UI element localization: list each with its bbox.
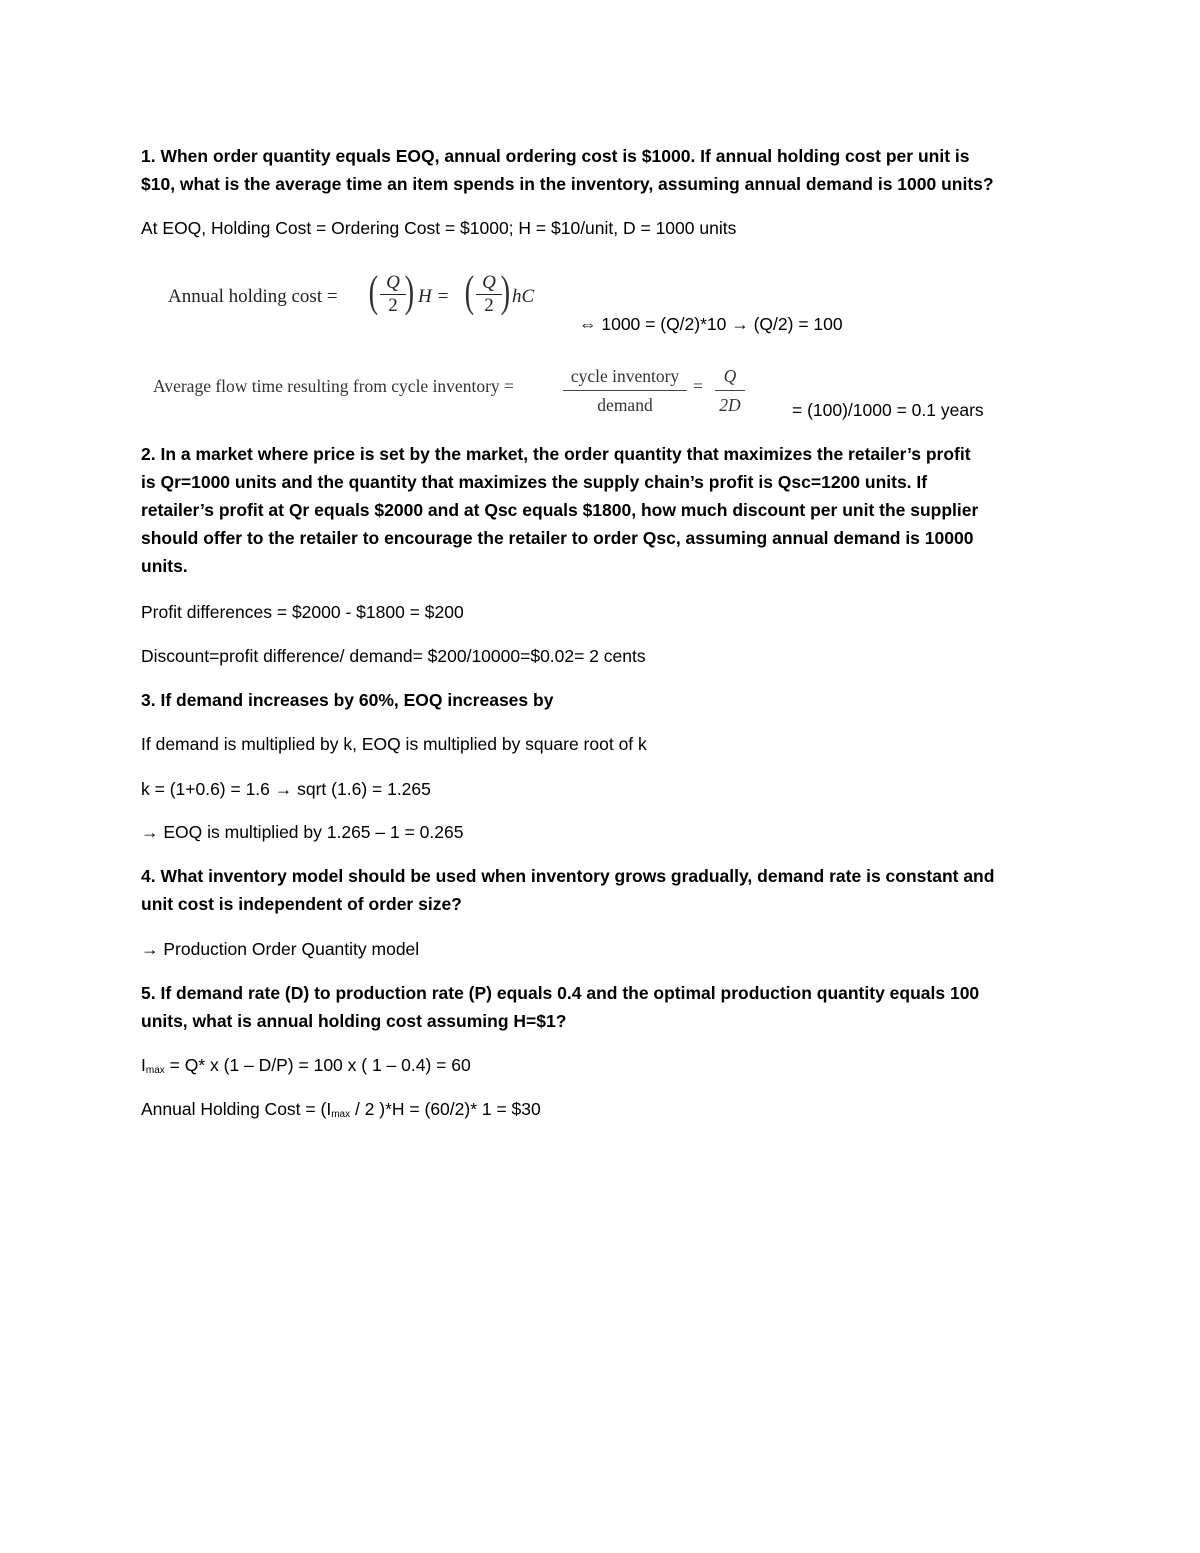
q5-line2: units, what is annual holding cost assuming H=$1? <box>141 1011 567 1031</box>
right-paren: ) <box>404 267 415 316</box>
q3-answer2: k = (1+0.6) = 1.6 → sqrt (1.6) = 1.265 <box>141 779 431 799</box>
q5-imax-equation: $I_{max} = Q*$ x (1 – D/P) = 100 x ( 1 – 0.4) = 60 <box>141 1055 471 1076</box>
q1-line2: $10, what is the average time an item spends in the inventory, assuming annual demand is 1000 units? <box>141 174 994 194</box>
q1-step1: ⇔ 1000 = (Q/2)*10 → (Q/2) = 100 <box>579 314 843 334</box>
q1-answer: At EOQ, Holding Cost = Ordering Cost = $1000; H = $10/unit, D = 1000 units <box>141 218 737 238</box>
fraction: cycle inventory demand <box>563 362 687 419</box>
formula-var-h: H = <box>418 286 450 307</box>
left-paren: ( <box>368 267 379 316</box>
formula-var-hc: hC <box>512 286 535 307</box>
q2-line3: retailer’s profit at Qr equals $2000 and at Qsc equals $1800, how much discount per unit the supplier <box>141 500 979 520</box>
formula-label: Average flow time resulting from cycle inventory = <box>153 376 514 396</box>
q1-line1: 1. When order quantity equals EOQ, annual ordering cost is $1000. If annual holding cost per unit is <box>141 146 970 166</box>
q5-holding-cost-equation: Annual Holding Cost = ($I_{max} / 2$ )*H = (60/2)* 1 = $30 <box>141 1099 541 1120</box>
q3-answer3: → EOQ is multiplied by 1.265 – 1 = 0.265 <box>141 822 464 842</box>
q4-line2: unit cost is independent of order size? <box>141 894 462 914</box>
q4-answer1: → Production Order Quantity model <box>141 939 420 959</box>
equals-sign: = <box>693 376 703 396</box>
q2-line5: units. <box>141 556 188 576</box>
q3-answer1: If demand is multiplied by k, EOQ is multiplied by square root of k <box>141 734 647 754</box>
q2-line1: 2. In a market where price is set by the market, the order quantity that maximizes the retailer’s profit <box>141 444 971 464</box>
fraction: $\frac{Q}{2}$ <box>476 272 502 317</box>
right-paren: ) <box>500 267 511 316</box>
q2-answer2: Discount=profit difference/ demand= $200/10000=$0.02= 2 cents <box>141 646 646 666</box>
fraction: $\frac{Q}{2D}$ <box>715 362 745 419</box>
q1-step2: = (100)/1000 = 0.1 years <box>792 400 984 420</box>
q2-line4: should offer to the retailer to encourage the retailer to order Qsc, assuming annual demand is 10000 <box>141 528 974 548</box>
q3-line1: 3. If demand increases by 60%, EOQ increases by <box>141 690 554 710</box>
formula-label: Annual holding cost = <box>168 286 338 307</box>
q5-line1: 5. If demand rate (D) to production rate (P) equals 0.4 and the optimal production quantity equals 100 <box>141 983 980 1003</box>
q2-line2: is Qr=1000 units and the quantity that maximizes the supply chain’s profit is Qsc=1200 units. If <box>141 472 928 492</box>
fraction: $\frac{Q}{2}$ <box>380 272 406 317</box>
q4-line1: 4. What inventory model should be used when inventory grows gradually, demand rate is constant and <box>141 866 995 886</box>
q2-answer1: Profit differences = $2000 - $1800 = $200 <box>141 602 464 622</box>
left-paren: ( <box>464 267 475 316</box>
